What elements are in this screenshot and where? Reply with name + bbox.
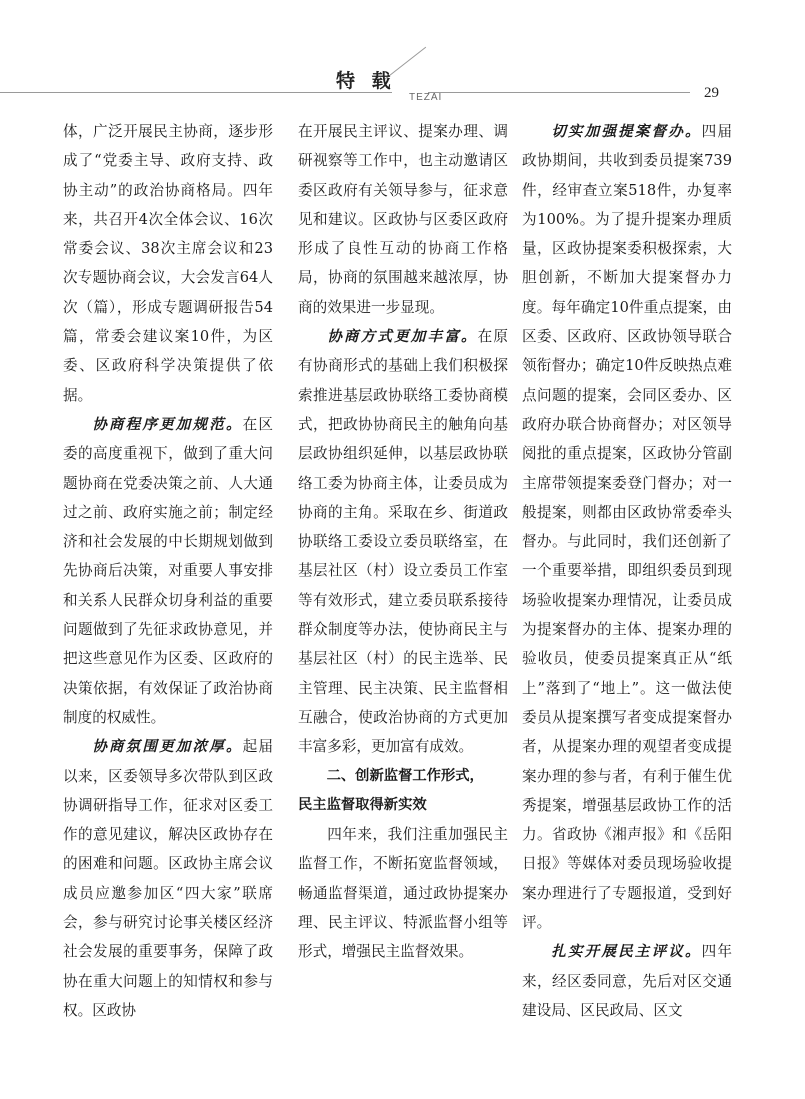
text-column-1: [63, 117, 273, 1025]
section-subtitle: TEZAI: [409, 92, 443, 103]
paragraph: 四年来，我们注重加强民主监督工作，不断拓宽监督领域，畅通监督渠道，通过政协提案办理、民主评议、特派监督小组等形式，增强民主监督效果。: [298, 826, 508, 961]
paragraph: [63, 732, 273, 1025]
section-heading-line-2: 民主监督取得新实效: [298, 796, 427, 813]
section-heading-line-1: 二、创新监督工作形式，: [326, 767, 484, 784]
paragraph: [63, 410, 273, 732]
paragraph: [522, 117, 732, 937]
text-column-2: [298, 117, 508, 967]
paragraph-body: 四届政协期间，共收到委员提案739 件，经审查立案518件，办复率为100%。为了提升提案办理质量，区政协提案委积极探索，大胆创新，不断加大提案督办力度。每年确定10件重点提案，由区委、区政府、区政协领导联合领衔督办；确定10件反映热点难点问题的提案，会同区委办、区政府办联合协商督办；对区领导阅批的重点提案，区政协分管副主席带领提案委登门督办；对一般提案，则都由区政协常委牵头督办。与此同时，我们还创新了一个重要举措，即组织委员到现场验收提案办理情况，让委员成为提案督办的主体、提案办理的验收员，使委员提案真正从“纸上”落到了“地上”。这一做法使委员从提案撰写者变成提案督办者，从提案办理的观望者变成提案办理的参与者，有利于催生优秀提案，增强基层政协工作的活力。省政协《湘声报》和《岳阳日报》等媒体对委员现场验收提案办理进行了专题报道，受到好评。: [522, 123, 732, 932]
paragraph: 在开展民主评议、提案办理、调研视察等工作中，也主动邀请区委区政府有关领导参与，征求意见和建议。区政协与区委区政府形成了良性互动的协商工作格局，协商的氛围越来越浓厚，协商的效果进一步显现。: [298, 123, 508, 316]
paragraph: [522, 937, 732, 1025]
section-title: 特 载: [336, 70, 396, 92]
paragraph-body: 起届以来，区委领导多次带队到区政协调研指导工作，征求对区委工作的意见建议，解决区政协存在的困难和问题。区政协主席会议成员应邀参加区“四大家”联席会，参与研究讨论事关楼区经济社会发展的重要事务，保障了政协在重大问题上的知情权和参与权。区政协: [63, 738, 273, 1019]
paragraph-body: 在区委的高度重视下，做到了重大问题协商在党委决策之前、人大通过之前、政府实施之前；制定经济和社会发展的中长期规划做到先协商后决策，对重要人事安排和关系人民群众切身利益的重要问题做到了先征求政协意见，并把这些意见作为区委、区政府的决策依据，有效保证了政治协商制度的权威性。: [63, 415, 273, 726]
page-header: [0, 0, 805, 110]
paragraph-lead: 协商方式更加丰富。: [327, 328, 478, 346]
paragraph: 体，广泛开展民主协商，逐步形成了“党委主导、政府支持、政协主动”的政治协商格局。四年来，共召开4次全体会议、16次常委会议、38次主席会议和23次专题协商会议，大会发言64人次（篇），形成专题调研报告54篇，常委会建议案10件，为区委、区政府科学决策提供了依据。: [63, 123, 273, 404]
header-rule-left: [0, 92, 392, 93]
paragraph: [298, 322, 508, 761]
paragraph-body: 四年来，经区委同意，先后对区交通建设局、区民政局、区文: [522, 943, 732, 1019]
paragraph-lead: 协商氛围更加浓厚。: [92, 738, 243, 756]
paragraph-lead: 扎实开展民主评议。: [551, 943, 702, 961]
header-rule-right: [428, 92, 690, 93]
paragraph-lead: 协商程序更加规范。: [92, 415, 243, 433]
text-column-3: [522, 117, 732, 1025]
paragraph-lead: 切实加强提案督办。: [551, 123, 702, 140]
paragraph-body: 在原有协商形式的基础上我们积极探索推进基层政协联络工委协商模式，把政协协商民主的触角向基层政协组织延伸，以基层政协联络工委为协商主体，让委员成为协商的主角。采取在乡、街道政协联络工委设立委员联络室，在基层社区（村）设立委员工作室等有效形式，建立委员联系接待群众制度等办法，使协商民主与基层社区（村）的民主选举、民主管理、民主决策、民主监督相互融合，使政治协商的方式更加丰富多彩，更加富有成效。: [298, 328, 508, 756]
page-number: 29: [704, 85, 719, 101]
